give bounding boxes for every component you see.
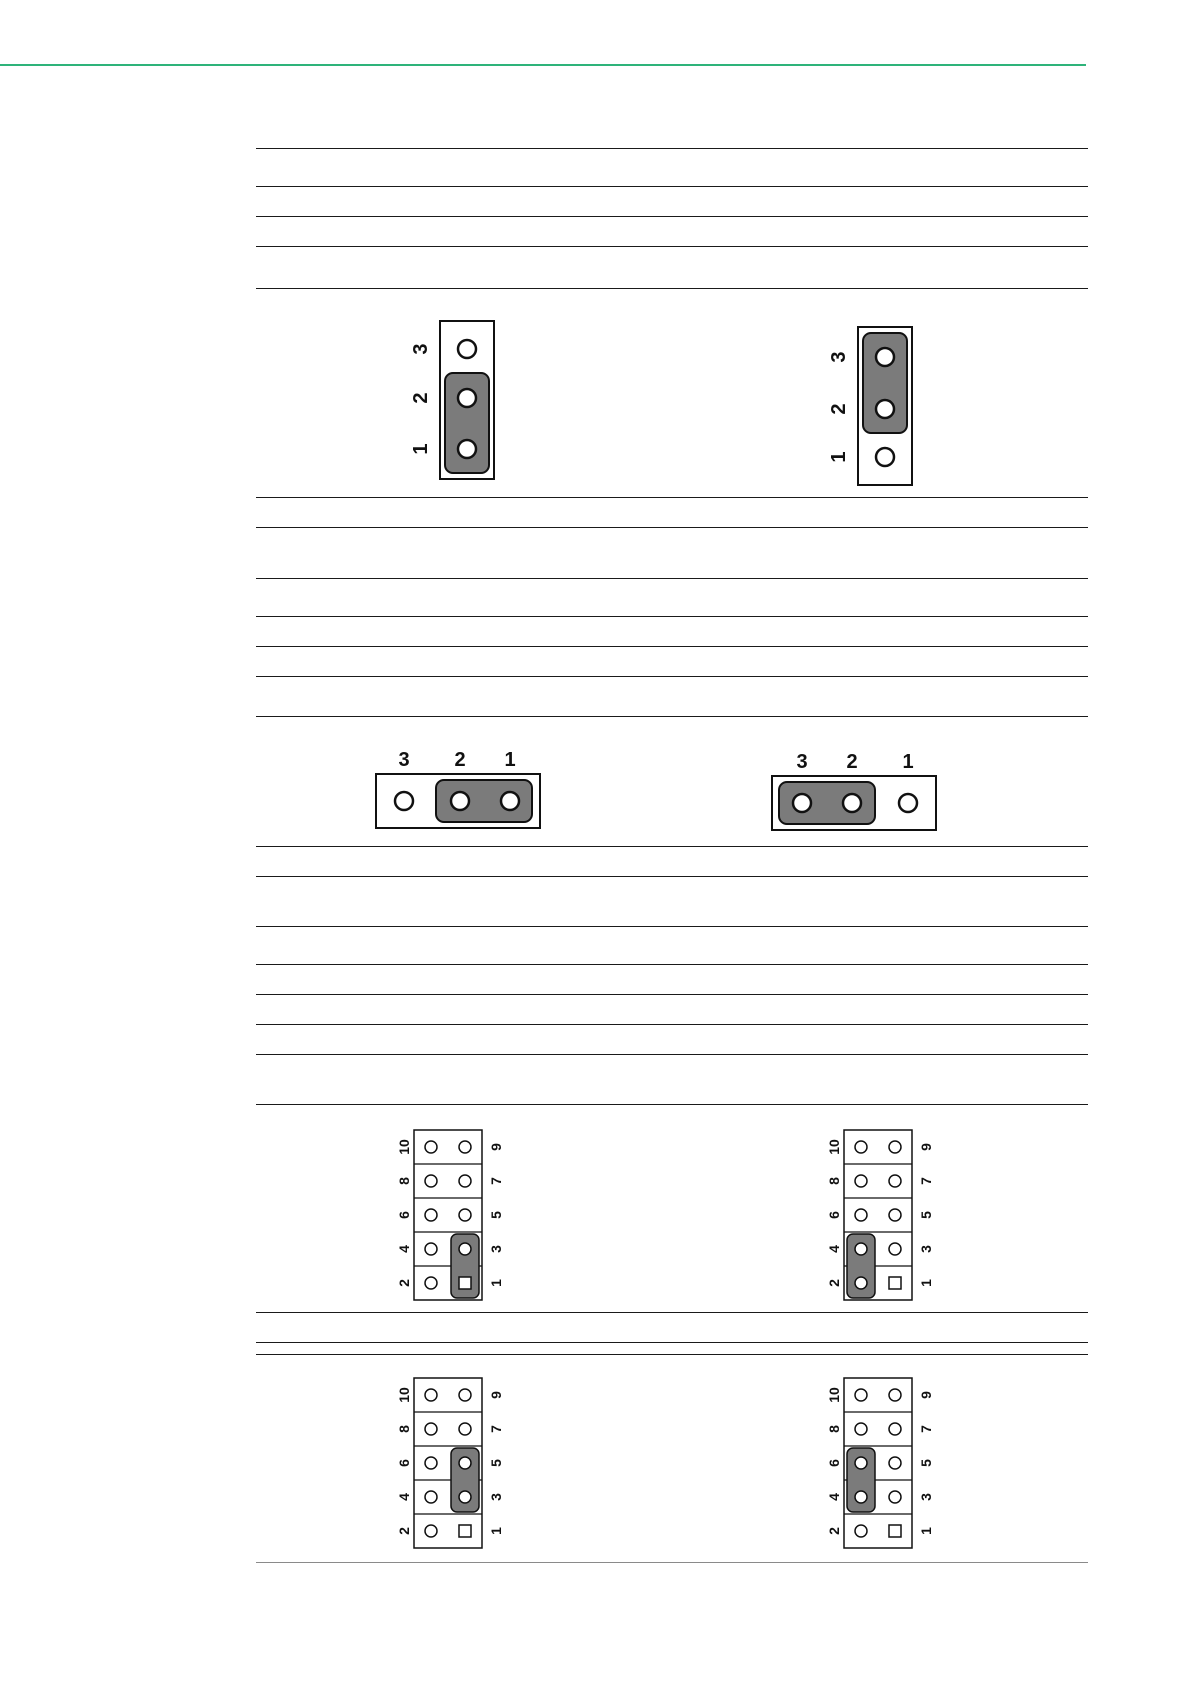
pin-label: 3 [918,1493,934,1501]
pin-6 [855,1209,867,1221]
table-rule [256,1024,1088,1025]
table-rule [256,527,1088,528]
pin-label: 6 [826,1459,842,1467]
jumper-10pin-row1-right [816,1118,946,1308]
pin-2 [855,1277,867,1289]
table-rule [256,1342,1088,1343]
pin-label: 8 [826,1425,842,1433]
pin-label: 1 [488,1527,504,1535]
pin-7 [889,1175,901,1187]
pin-label: 2 [410,392,432,404]
jumper-3pin-vertical-right [818,322,928,492]
pin-label: 7 [918,1425,934,1433]
pin-label: 7 [488,1177,504,1185]
pin-3 [889,1491,901,1503]
pin-3 [889,1243,901,1255]
pin-label: 1 [828,451,850,463]
jumper-3pin-vertical-left [400,316,510,486]
pin-label: 5 [488,1459,504,1467]
pin-label: 3 [828,351,850,363]
pin-2 [425,1277,437,1289]
pin-5 [889,1457,901,1469]
header-accent-rule [0,64,1086,66]
pin-label: 2 [826,1279,842,1287]
pin-9 [459,1141,471,1153]
jumper-10pin-row2-left [386,1366,516,1556]
pin-3 [459,1243,471,1255]
pin-label: 1 [902,751,914,773]
pin-1 [459,1277,471,1289]
pin-label: 8 [826,1177,842,1185]
pin-3 [459,1491,471,1503]
pin-label: 2 [396,1279,412,1287]
pin-label: 3 [398,749,410,771]
pin-1 [459,1525,471,1537]
table-rule [256,1312,1088,1313]
table-rule [256,1054,1088,1055]
pin-7 [889,1423,901,1435]
pin-label: 6 [396,1459,412,1467]
pin-label: 2 [396,1527,412,1535]
pin-label: 7 [488,1425,504,1433]
table-rule [256,1104,1088,1105]
table-rule [256,1562,1088,1563]
pin-1 [889,1277,901,1289]
pin-9 [889,1141,901,1153]
pin-label: 2 [454,749,466,771]
jumper-10pin-row1-left [386,1118,516,1308]
pin-label: 3 [918,1245,934,1253]
pin-1 [889,1525,901,1537]
table-rule [256,876,1088,877]
pin-9 [459,1389,471,1401]
table-rule [256,216,1088,217]
pin-7 [459,1423,471,1435]
pin-label: 10 [826,1387,842,1403]
table-rule [256,716,1088,717]
jumper-10pin-row2-right [816,1366,946,1556]
table-rule [256,926,1088,927]
pin-label: 5 [488,1211,504,1219]
pin-10 [855,1389,867,1401]
table-rule [256,964,1088,965]
pin-7 [459,1175,471,1187]
table-rule [256,846,1088,847]
pin-label: 5 [918,1211,934,1219]
pin-label: 9 [918,1143,934,1151]
pin-label: 4 [396,1493,412,1501]
table-rule [256,148,1088,149]
pin-9 [889,1389,901,1401]
pin-8 [855,1175,867,1187]
pin-2 [855,1525,867,1537]
pin-2 [425,1525,437,1537]
pin-label: 9 [488,1391,504,1399]
pin-label: 4 [396,1245,412,1253]
pin-label: 3 [488,1493,504,1501]
pin-label: 9 [918,1391,934,1399]
pin-label: 8 [396,1177,412,1185]
pin-label: 3 [796,751,808,773]
pin-label: 2 [846,751,858,773]
pin-label: 1 [918,1527,934,1535]
pin-4 [855,1491,867,1503]
pin-label: 3 [488,1245,504,1253]
table-rule [256,246,1088,247]
pin-label: 8 [396,1425,412,1433]
pin-label: 2 [826,1527,842,1535]
pin-5 [459,1457,471,1469]
pin-label: 7 [918,1177,934,1185]
pin-label: 1 [504,749,516,771]
pin-5 [889,1209,901,1221]
pin-label: 10 [826,1139,842,1155]
pin-8 [425,1175,437,1187]
pin-4 [425,1491,437,1503]
pin-label: 1 [488,1279,504,1287]
pin-label: 10 [396,1387,412,1403]
pin-label: 1 [918,1279,934,1287]
table-rule [256,288,1088,289]
table-rule [256,186,1088,187]
table-rule [256,994,1088,995]
pin-4 [855,1243,867,1255]
table-rule [256,616,1088,617]
table-rule [256,646,1088,647]
table-rule [256,578,1088,579]
pin-10 [855,1141,867,1153]
pin-label: 10 [396,1139,412,1155]
pin-5 [459,1209,471,1221]
pin-label: 6 [396,1211,412,1219]
pin-label: 1 [410,443,432,455]
pin-label: 3 [410,343,432,355]
pin-label: 4 [826,1245,842,1253]
table-rule [256,497,1088,498]
jumper-3pin-horizontal-right [768,742,948,842]
pin-label: 5 [918,1459,934,1467]
pin-8 [425,1423,437,1435]
table-rule [256,676,1088,677]
pin-6 [425,1209,437,1221]
pin-label: 6 [826,1211,842,1219]
table-rule [256,1354,1088,1355]
pin-4 [425,1243,437,1255]
pin-6 [855,1457,867,1469]
pin-10 [425,1141,437,1153]
pin-label: 2 [828,403,850,415]
pin-8 [855,1423,867,1435]
pin-label: 4 [826,1493,842,1501]
pin-label: 9 [488,1143,504,1151]
pin-6 [425,1457,437,1469]
pin-10 [425,1389,437,1401]
jumper-3pin-horizontal-left [372,740,552,840]
